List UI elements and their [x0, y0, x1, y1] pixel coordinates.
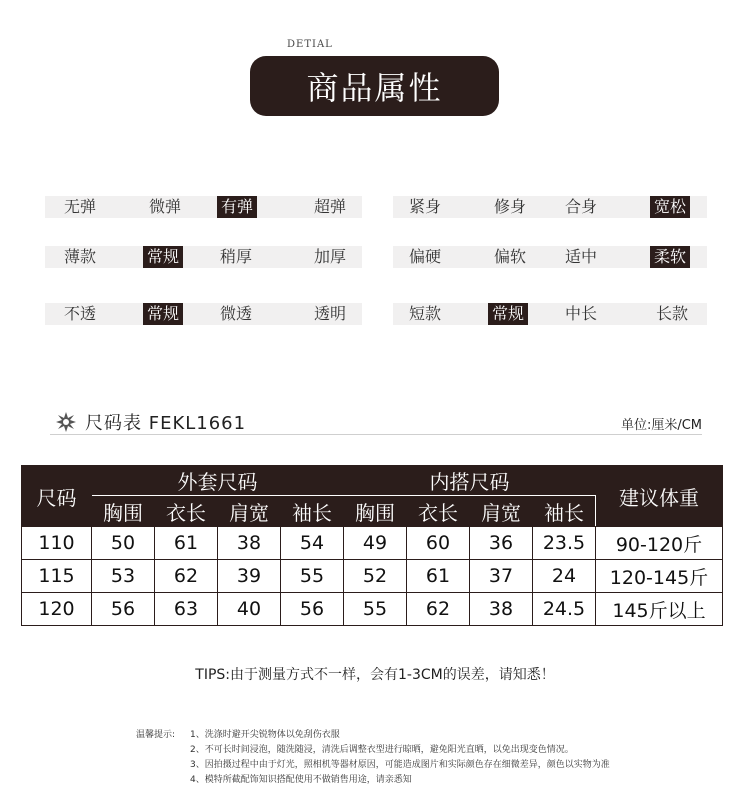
unit-label: 单位:厘米/CM — [620, 418, 702, 433]
detial-label: DETIAL — [287, 39, 333, 50]
inner-measure-cell: 24.5 — [533, 593, 596, 626]
outer-measure-cell: 56 — [281, 593, 344, 626]
size-table — [21, 465, 723, 626]
table-row — [22, 560, 723, 593]
attribute-option: 不透 — [63, 304, 96, 323]
care-item: 4、模特所截配饰知识搭配使用不做销售用途，请亲悉知 — [190, 775, 412, 785]
attribute-option-selected: 柔软 — [650, 246, 690, 268]
table-row — [22, 527, 723, 560]
inner-measure-cell: 23.5 — [533, 527, 596, 560]
attribute-option: 加厚 — [313, 247, 346, 266]
outer-size-header: 外套尺码 — [92, 466, 344, 496]
care-item: 1、洗涤时避开尖锐物体以免刮伤衣服 — [190, 730, 340, 740]
outer-measure-cell: 40 — [218, 593, 281, 626]
gear-star-icon — [55, 411, 77, 433]
outer-measure-header: 胸围 — [92, 496, 155, 527]
outer-measure-header: 袖长 — [281, 496, 344, 527]
outer-measure-cell: 53 — [92, 560, 155, 593]
attribute-row — [45, 303, 362, 325]
attribute-option: 超弹 — [313, 197, 346, 216]
outer-measure-cell: 61 — [155, 527, 218, 560]
inner-measure-header: 胸围 — [344, 496, 407, 527]
size-chart-title: 尺码表 FEKL1661 — [85, 413, 247, 434]
attribute-option: 偏硬 — [408, 247, 441, 266]
attribute-option-selected: 宽松 — [650, 196, 690, 218]
attribute-option-selected: 有弹 — [217, 196, 257, 218]
attribute-option: 透明 — [313, 304, 346, 323]
outer-measure-header: 肩宽 — [218, 496, 281, 527]
inner-size-header: 内搭尺码 — [344, 466, 596, 496]
attribute-option: 紧身 — [408, 197, 441, 216]
weight-cell: 120-145斤 — [596, 560, 723, 593]
outer-measure-header: 衣长 — [155, 496, 218, 527]
outer-measure-cell: 55 — [281, 560, 344, 593]
section-divider — [50, 434, 702, 435]
inner-measure-header: 衣长 — [407, 496, 470, 527]
attribute-row — [393, 246, 707, 268]
inner-measure-header: 肩宽 — [470, 496, 533, 527]
size-header: 尺码 — [22, 466, 92, 527]
attribute-option-selected: 常规 — [143, 303, 183, 325]
inner-measure-cell: 52 — [344, 560, 407, 593]
outer-measure-cell: 62 — [155, 560, 218, 593]
attribute-option: 稍厚 — [219, 247, 252, 266]
attribute-option: 短款 — [408, 304, 441, 323]
attribute-row — [45, 246, 362, 268]
attribute-option: 薄款 — [63, 247, 96, 266]
attribute-option: 偏软 — [493, 247, 526, 266]
attribute-option: 长款 — [655, 304, 688, 323]
attribute-option-selected: 常规 — [488, 303, 528, 325]
outer-measure-cell: 54 — [281, 527, 344, 560]
inner-measure-header: 袖长 — [533, 496, 596, 527]
attribute-option: 微弹 — [148, 197, 181, 216]
inner-measure-cell: 61 — [407, 560, 470, 593]
size-chart-header — [55, 409, 246, 435]
size-cell: 110 — [22, 527, 92, 560]
attribute-option: 合身 — [564, 197, 597, 216]
inner-measure-cell: 36 — [470, 527, 533, 560]
tips-text: TIPS:由于测量方式不一样，会有1-3CM的误差，请知悉！ — [195, 667, 555, 683]
weight-cell: 90-120斤 — [596, 527, 723, 560]
inner-measure-cell: 60 — [407, 527, 470, 560]
attribute-row — [45, 196, 362, 218]
care-label: 温馨提示: — [136, 730, 176, 740]
attribute-option: 微透 — [219, 304, 252, 323]
inner-measure-cell: 62 — [407, 593, 470, 626]
inner-measure-cell: 24 — [533, 560, 596, 593]
inner-measure-cell: 37 — [470, 560, 533, 593]
attribute-option: 修身 — [493, 197, 526, 216]
size-cell: 120 — [22, 593, 92, 626]
inner-measure-cell: 55 — [344, 593, 407, 626]
table-row — [22, 593, 723, 626]
weight-header: 建议体重 — [596, 466, 723, 527]
outer-measure-cell: 39 — [218, 560, 281, 593]
attribute-option-selected: 常规 — [143, 246, 183, 268]
weight-cell: 145斤以上 — [596, 593, 723, 626]
outer-measure-cell: 50 — [92, 527, 155, 560]
care-item: 3、因拍摄过程中由于灯光，照相机等器材原因，可能造成图片和实际颜色存在细微差异，颜色以实物为准 — [190, 760, 610, 770]
inner-measure-cell: 49 — [344, 527, 407, 560]
attribute-option: 无弹 — [63, 197, 96, 216]
outer-measure-cell: 38 — [218, 527, 281, 560]
outer-measure-cell: 56 — [92, 593, 155, 626]
care-item: 2、不可长时间浸泡，随洗随浸，清洗后调整衣型进行晾晒，避免阳光直晒，以免出现变色情况。 — [190, 745, 574, 755]
attribute-row — [393, 303, 707, 325]
size-cell: 115 — [22, 560, 92, 593]
product-attributes-title: 商品属性 — [250, 56, 499, 116]
inner-measure-cell: 38 — [470, 593, 533, 626]
attribute-option: 适中 — [564, 247, 597, 266]
attribute-option: 中长 — [564, 304, 597, 323]
outer-measure-cell: 63 — [155, 593, 218, 626]
attribute-row — [393, 196, 707, 218]
